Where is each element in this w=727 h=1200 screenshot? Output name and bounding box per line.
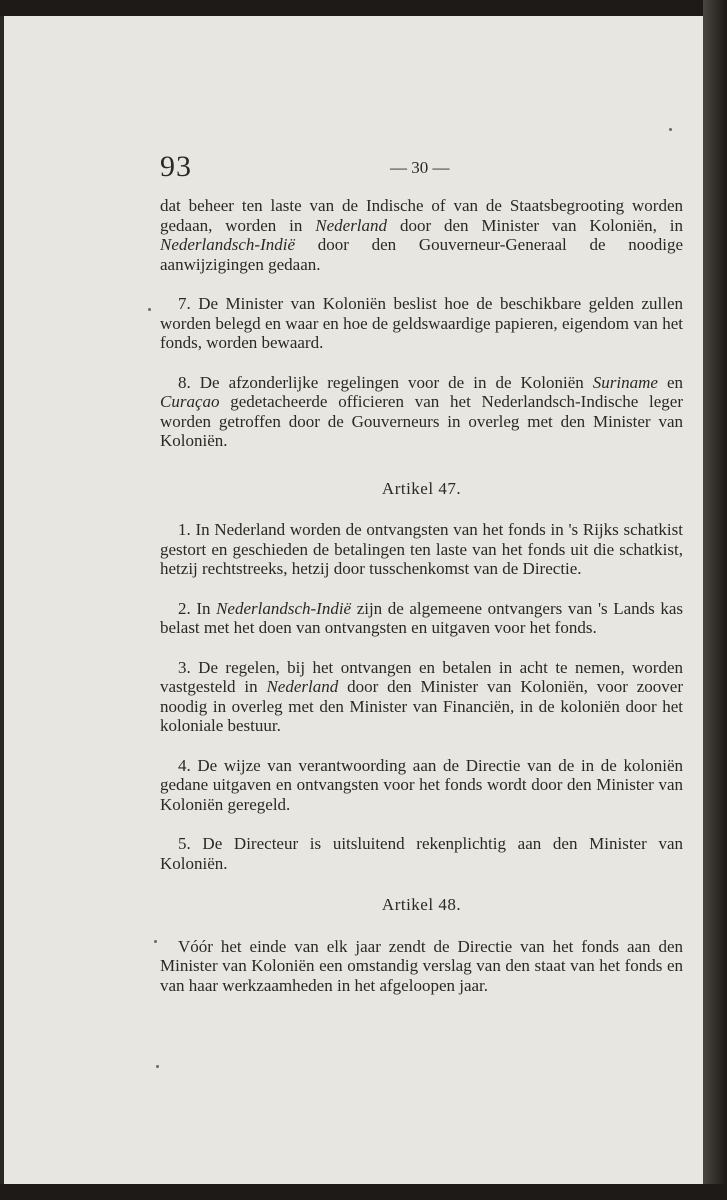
text-run: door den Gouverneur-Generaal de noodige aanwijzigingen gedaan. bbox=[160, 235, 683, 274]
article-47-paragraph-1 bbox=[160, 520, 683, 579]
italic-place-name: Nederland bbox=[315, 215, 388, 235]
article-48-paragraph-1: Vóór het einde van elk jaar zendt de Directie van het fonds aan den Minister van Koloniën een omstandig verslag van den staat van het fonds en van haar werkzaamheden in het afgeloopen jaar. bbox=[160, 936, 683, 995]
article-47-paragraph-5: 5. De Directeur is uitsluitend rekenplichtig aan den Minister van Koloniën. bbox=[160, 834, 683, 873]
text-run: 8. De afzonderlijke regelingen voor de in de Koloniën bbox=[178, 372, 593, 392]
scan-top-edge bbox=[0, 0, 727, 16]
paper-speck bbox=[669, 128, 672, 131]
scan-right-edge bbox=[703, 0, 727, 1200]
paper-speck bbox=[148, 308, 151, 311]
text-run: door den Minister van Koloniën, voor zoover noodig in overleg met den Minister van Financiën, in de koloniën door het koloniale bestuur. bbox=[160, 677, 683, 735]
article-47-paragraph-2 bbox=[160, 599, 683, 638]
article-48-heading: Artikel 48. bbox=[381, 895, 462, 914]
paper-speck bbox=[156, 1065, 159, 1068]
italic-place-name: Curaçao bbox=[160, 392, 220, 411]
paragraph-7: 7. De Minister van Koloniën beslist hoe de beschikbare gelden zullen worden belegd en waar en hoe de geldswaardige papieren, eigendom van het fonds, worden bewaard. bbox=[160, 294, 683, 352]
text-run: 2. In bbox=[178, 598, 217, 618]
text-run: 3. De regelen, bij het ontvangen en betalen in acht te nemen, worden vastgesteld in bbox=[160, 657, 683, 696]
text-run: zijn de algemeene ontvangers van 's Lands kas belast met het doen van ontvangsten en uitgaven voor het fonds. bbox=[160, 598, 683, 637]
running-head: — 30 — bbox=[390, 158, 450, 177]
paragraph-continuation bbox=[160, 196, 683, 274]
italic-place-name: Suriname bbox=[592, 372, 658, 392]
text-run: Nederland bbox=[214, 520, 286, 539]
paragraph-8 bbox=[160, 373, 683, 451]
text-run: worden de ontvangsten van het fonds in 's Rijks schatkist gestort en geschieden de betalingen ten laste van het fonds uit die schatkist, hetzij rechtstreeks, hetzij door tusschenkomst van de Directie. bbox=[160, 520, 683, 578]
text-run: door den Minister van Koloniën, in bbox=[387, 215, 683, 235]
text-run: 1. In bbox=[178, 520, 215, 539]
article-47-paragraph-4: 4. De wijze van verantwoording aan de Directie van de in de koloniën gedane uitgaven en ontvangsten voor het fonds wordt door den Minister van Koloniën geregeld. bbox=[160, 755, 683, 814]
text-run: dat beheer ten laste van de Indische of van de Staatsbegrooting worden gedaan, worden in bbox=[160, 196, 683, 235]
italic-place-name: Nederlandsch-Indië bbox=[216, 598, 352, 618]
italic-place-name: Nederland bbox=[266, 677, 339, 696]
scan-bottom-edge bbox=[0, 1184, 727, 1200]
italic-place-name: Nederlandsch-Indië bbox=[160, 235, 296, 254]
article-47-heading: Artikel 47. bbox=[381, 478, 462, 498]
article-47-paragraph-3 bbox=[160, 658, 683, 736]
page-number: 93 bbox=[160, 150, 192, 183]
page-body bbox=[160, 196, 683, 995]
text-run: gedetacheerde officieren van het Nederlandsch-Indische leger worden getroffen door de Gouverneurs in overleg met den Minister van Koloniën. bbox=[160, 392, 683, 450]
paper-speck bbox=[154, 940, 157, 943]
text-run: en bbox=[657, 372, 684, 392]
